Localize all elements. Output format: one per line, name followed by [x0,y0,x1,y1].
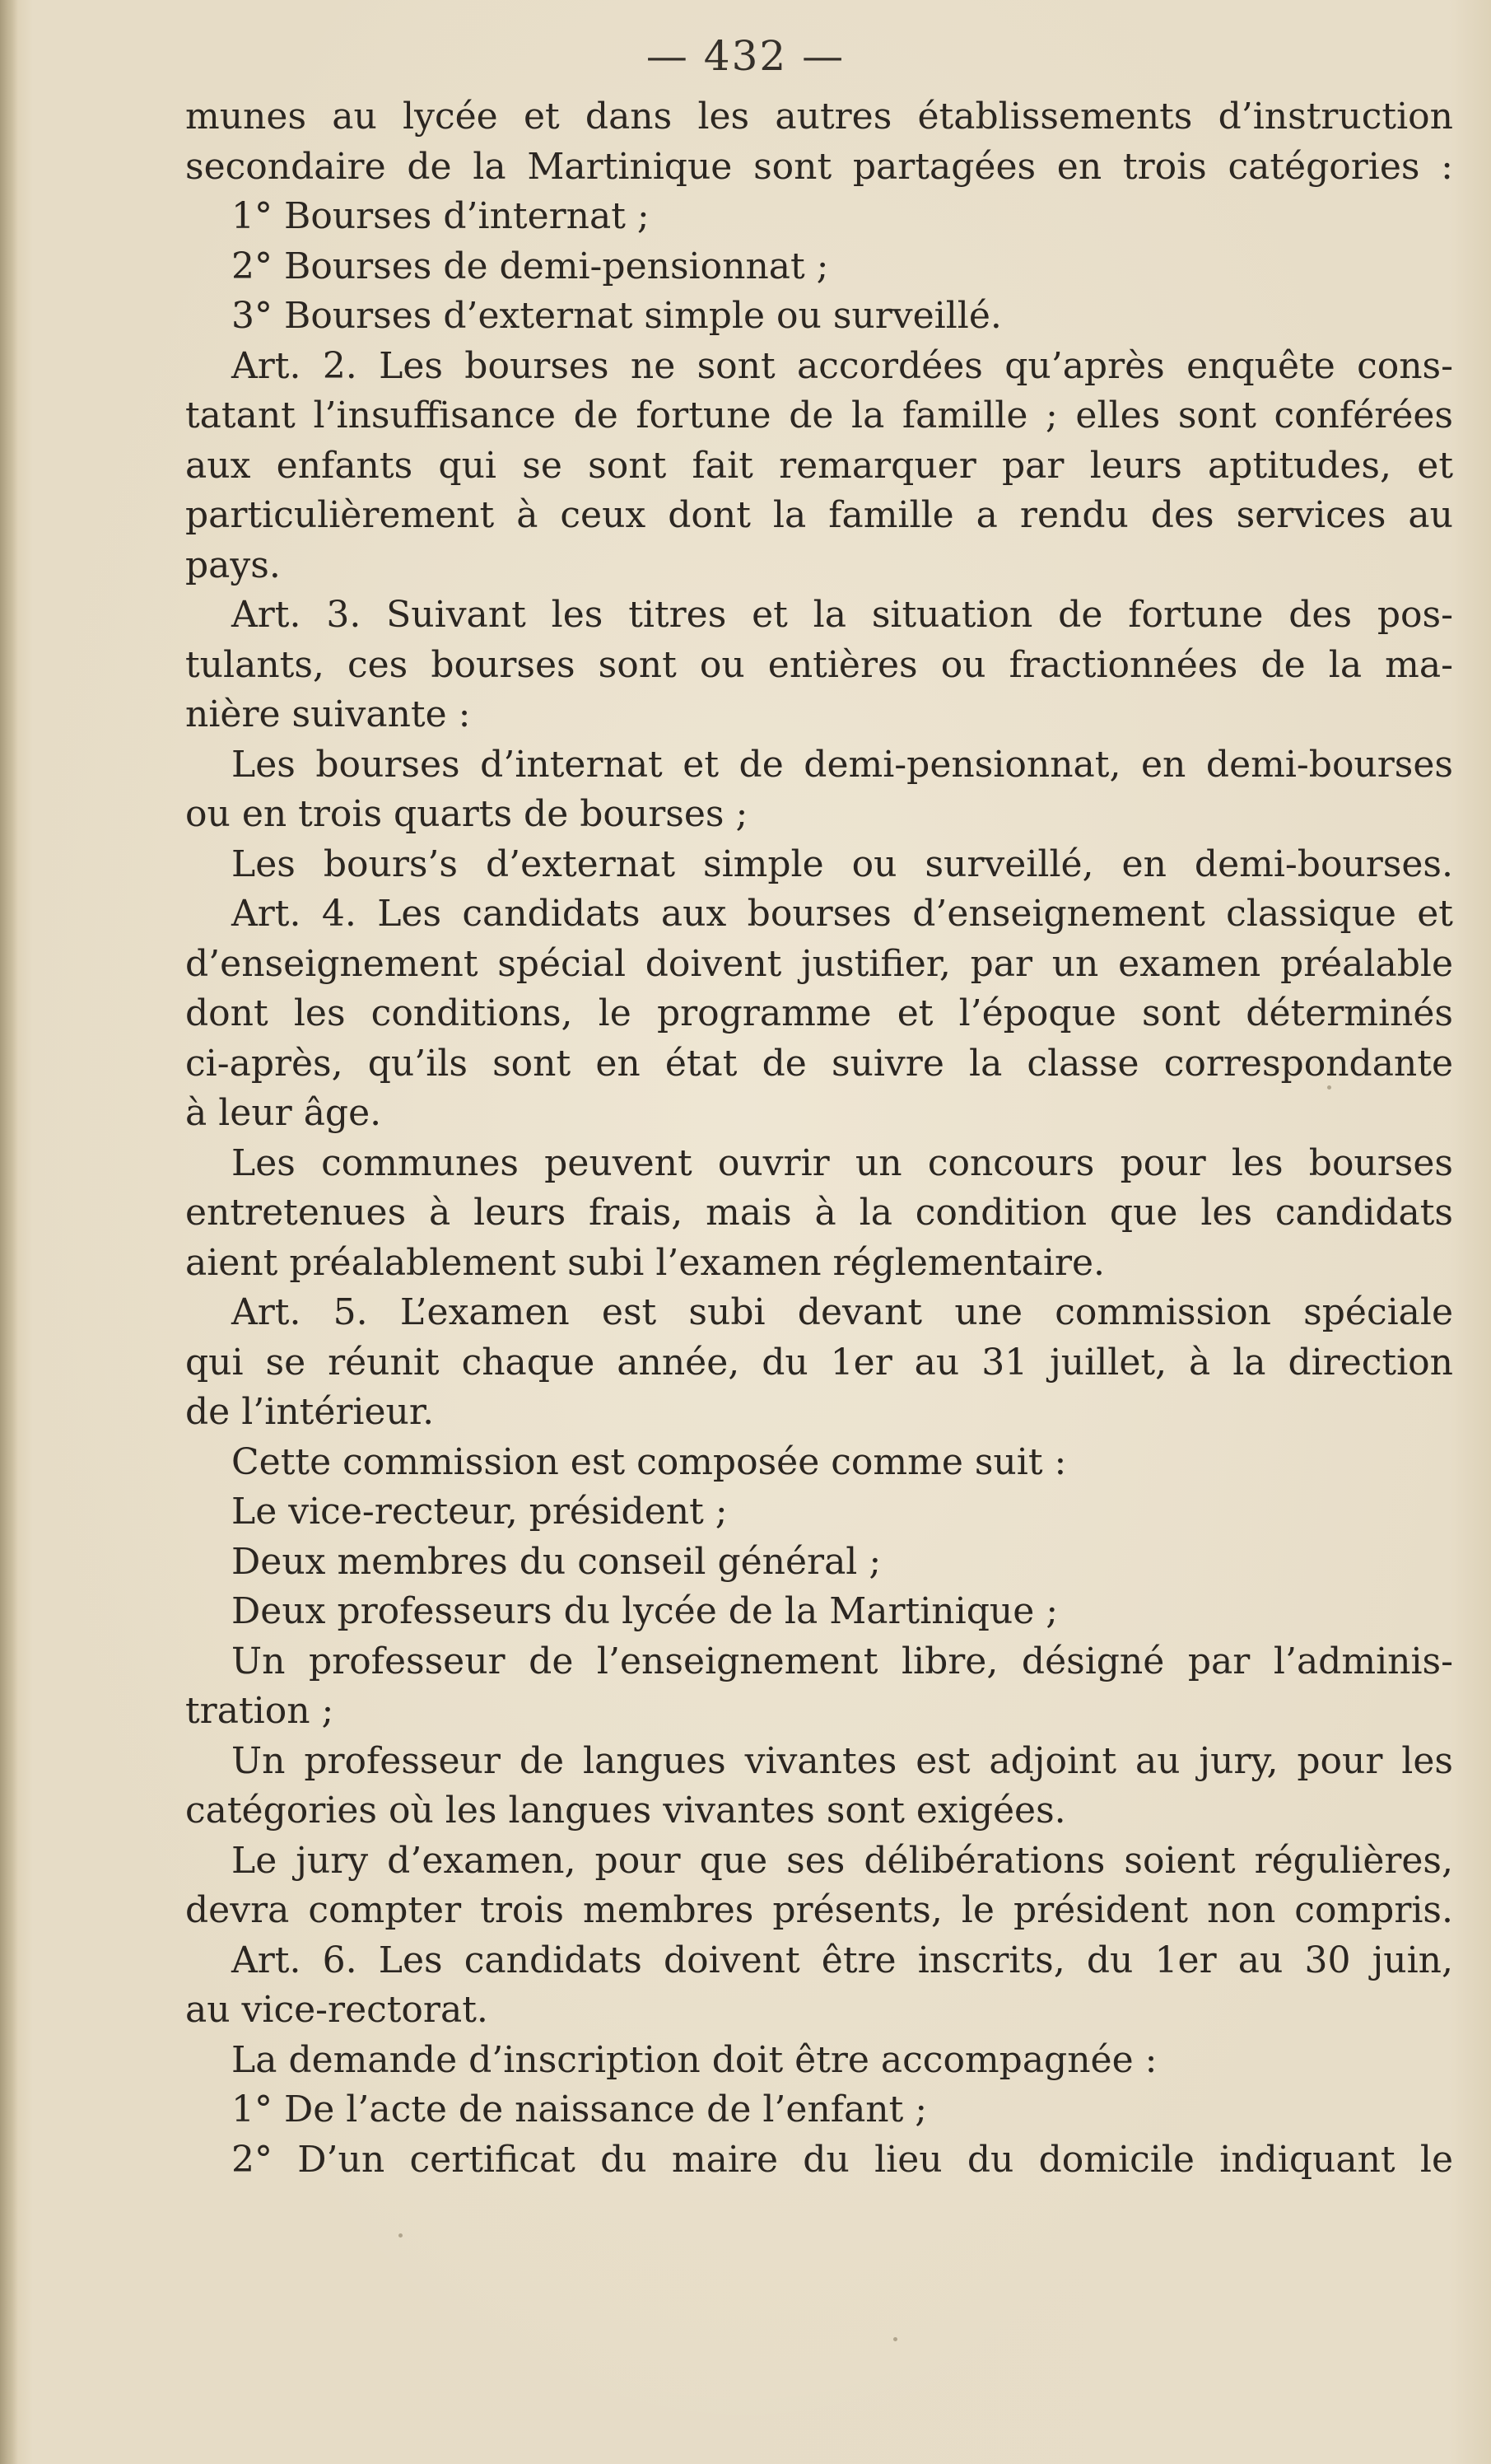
text-line: catégories où les langues vivantes sont exigées. [185,1790,1066,1832]
text-line: ou en trois quarts de bourses ; [185,793,748,835]
text-line: Art. 5. L’examen est subi devant une commission spéciale [231,1291,1453,1333]
paper-speck [1327,1085,1331,1090]
text-line: Cette commission est composée comme suit : [231,1440,1067,1483]
text-line: Deux membres du conseil général ; [231,1540,882,1583]
text-line: Art. 4. Les candidats aux bourses d’enseignement classique et [231,893,1453,935]
text-line: qui se réunit chaque année, du 1er au 31 juillet, à la direction [185,1341,1453,1384]
text-line: ci-après, qu’ils sont en état de suivre la classe correspondante [185,1042,1453,1085]
text-line: Un professeur de l’enseignement libre, désigné par l’adminis- [231,1640,1453,1682]
text-line: Les bourses d’internat et de demi-pensionnat, en demi-bourses [231,743,1453,786]
text-line: devra compter trois membres présents, le président non compris. [185,1889,1453,1931]
text-line: Deux professeurs du lycée de la Martinique ; [231,1590,1059,1632]
text-line: Art. 6. Les candidats doivent être inscrits, du 1er au 30 juin, [231,1939,1453,1981]
text-line: Un professeur de langues vivantes est adjoint au jury, pour les [231,1739,1453,1782]
text-line: nière suivante : [185,693,471,735]
text-line: 2° Bourses de demi-pensionnat ; [231,245,829,287]
text-line: pays. [185,544,281,586]
paper-speck [893,2337,897,2341]
text-line: 2° D’un certificat du maire du lieu du domicile indiquant le [231,2138,1453,2181]
text-line: tulants, ces bourses sont ou entières ou fractionnées de la ma- [185,643,1453,686]
text-line: Le vice-recteur, président ; [231,1491,728,1533]
text-line: secondaire de la Martinique sont partagées en trois catégories : [185,145,1453,188]
page-binding-edge [0,0,18,2464]
text-line: tration ; [185,1690,334,1732]
text-line: La demande d’inscription doit être accompagnée : [231,2038,1158,2081]
text-line: aux enfants qui se sont fait remarquer par leurs aptitudes, et [185,444,1453,487]
text-line: 1° Bourses d’internat ; [231,195,650,237]
paper-speck [398,2233,403,2238]
text-line: aient préalablement subi l’examen réglementaire. [185,1241,1106,1284]
text-line: de l’intérieur. [185,1391,435,1433]
text-line: 3° Bourses d’externat simple ou surveillé. [231,295,1002,337]
text-line: Les communes peuvent ouvrir un concours pour les bourses [231,1141,1453,1184]
text-line: Art. 3. Suivant les titres et la situation de fortune des pos- [231,594,1453,636]
text-line: au vice-rectorat. [185,1989,488,2031]
text-line: 1° De l’acte de naissance de l’enfant ; [231,2088,928,2130]
text-line: à leur âge. [185,1092,382,1134]
body-text [185,92,1453,2185]
text-line: Art. 2. Les bourses ne sont accordées qu’après enquête cons- [231,344,1453,387]
text-line: Le jury d’examen, pour que ses délibérations soient régulières, [231,1839,1453,1882]
text-line: munes au lycée et dans les autres établissements d’instruction [185,96,1453,138]
text-line: Les bours’s d’externat simple ou surveillé, en demi-bourses. [231,842,1453,885]
text-line: tatant l’insuffisance de fortune de la famille ; elles sont conférées [185,394,1453,436]
text-line: dont les conditions, le programme et l’époque sont déterminés [185,992,1453,1034]
text-line: particulièrement à ceux dont la famille a rendu des services au [185,494,1453,536]
text-line: entretenues à leurs frais, mais à la condition que les candidats [185,1192,1453,1234]
page-number: — 432 — [645,32,846,80]
text-line: d’enseignement spécial doivent justifier, par un examen préalable [185,942,1453,985]
